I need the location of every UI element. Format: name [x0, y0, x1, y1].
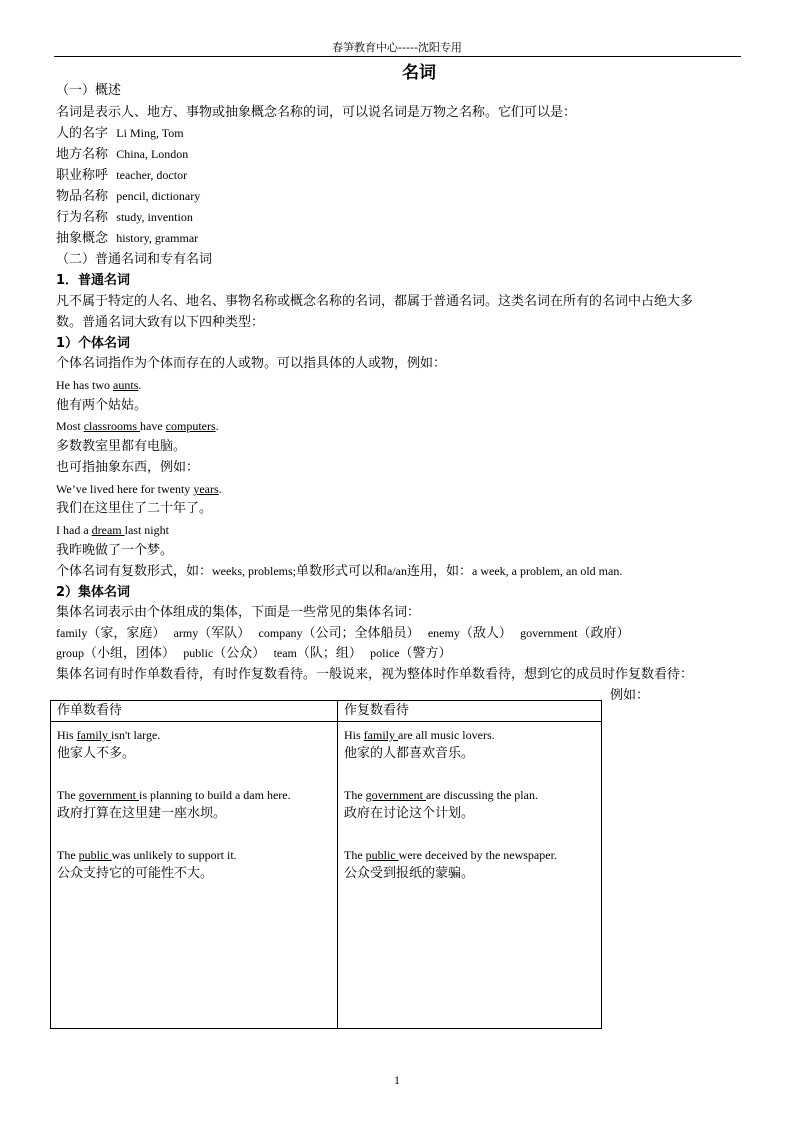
table-example [57, 787, 331, 823]
example-text: are all music lovers. [398, 728, 495, 742]
underlined-noun: classrooms [83, 419, 141, 433]
english-example [344, 727, 595, 744]
table-header-plural: 作复数看待 [338, 701, 602, 722]
paragraph-line: 数。普通名词大致有以下四种类型： [56, 315, 265, 330]
text-run: a/an [387, 564, 408, 578]
underlined-noun: years [193, 482, 219, 496]
example-text: . [215, 419, 219, 433]
english-example [57, 727, 331, 744]
chinese-translation: 公众支持它的可能性不大。 [57, 866, 214, 881]
example-row-label: 物品名称 [56, 189, 109, 204]
example-row-words: study, invention [116, 210, 193, 224]
list-item-gloss: （公众） [213, 646, 266, 661]
list-item-gloss: （公司；全体船员） [302, 626, 420, 641]
paragraph-line-plural [56, 563, 622, 580]
underlined-noun: aunts [113, 378, 139, 392]
example-text: are discussing the plan. [425, 788, 538, 802]
header-rule [54, 56, 741, 57]
underlined-noun: government [78, 788, 139, 802]
english-example [56, 418, 219, 435]
text-run: 单数形式可以和 [296, 564, 388, 579]
text-run: weeks, problems; [212, 564, 296, 578]
paragraph-line: 例如： [610, 688, 650, 703]
text-run: a week, a problem, an old man. [472, 564, 623, 578]
underlined-noun: computers [165, 419, 216, 433]
chinese-translation: 我们在这里住了二十年了。 [56, 501, 213, 516]
list-item-word: company [258, 626, 303, 640]
list-item-word: army [173, 626, 199, 640]
table-header-singular: 作单数看待 [51, 701, 338, 722]
singular-column [51, 722, 338, 1029]
example-row [56, 167, 187, 184]
example-text: His [57, 728, 77, 742]
example-row-words: history, grammar [116, 231, 199, 245]
plural-column [338, 722, 602, 1029]
list-item-gloss: （敌人） [459, 626, 512, 641]
chinese-translation: 公众受到报纸的蒙骗。 [344, 866, 475, 881]
collective-noun-list [56, 645, 452, 662]
page-header: 春笋教育中心-----沈阳专用 [332, 41, 462, 54]
list-item-gloss: （政府） [577, 626, 630, 641]
paragraph-line: 凡不属于特定的人名、地名、事物名称或概念名称的名词，都属于普通名词。这类名词在所有的名词中占绝大多 [56, 294, 694, 309]
list-item-word: police [370, 646, 400, 660]
chinese-translation: 政府在讨论这个计划。 [344, 806, 475, 821]
underlined-noun: family [76, 728, 111, 742]
collective-noun-list [56, 625, 629, 642]
example-text: isn't large. [111, 728, 161, 742]
example-text: . [138, 378, 142, 392]
underlined-noun: dream [91, 523, 125, 537]
example-row-label: 地方名称 [56, 147, 109, 162]
example-row [56, 188, 200, 205]
example-row-words: teacher, doctor [116, 168, 188, 182]
table-example [344, 727, 595, 763]
english-example [56, 522, 169, 539]
example-text: I had a [56, 523, 92, 537]
list-item-gloss: （家，家庭） [87, 626, 166, 641]
chinese-translation: 多数教室里都有电脑。 [56, 439, 187, 454]
english-example [344, 847, 595, 864]
example-row [56, 230, 198, 247]
example-row-label: 行为名称 [56, 210, 109, 225]
subheading-collective-nouns: 2）集体名词 [56, 585, 131, 600]
example-text: His [344, 728, 364, 742]
example-text: The [344, 848, 366, 862]
list-item-gloss: （军队） [198, 626, 251, 641]
paragraph-line: 集体名词有时作单数看待，有时作复数看待。一般说来，视为整体时作单数看待，想到它的成员时作复数看待： [56, 667, 694, 682]
example-text: is planning to build a dam here. [138, 788, 291, 802]
table-example [57, 727, 331, 763]
underlined-noun: public [365, 848, 399, 862]
english-example [57, 787, 331, 804]
example-text: have [140, 419, 166, 433]
page-number: 1 [394, 1073, 400, 1087]
subheading-individual-nouns: 1）个体名词 [56, 336, 131, 351]
table-example [344, 847, 595, 883]
english-example [56, 481, 222, 498]
chinese-translation: 我昨晚做了一个梦。 [56, 543, 174, 558]
example-row-label: 职业称呼 [56, 168, 109, 183]
text-run: 个体名词有复数形式，如： [56, 564, 213, 579]
list-item-word: enemy [427, 626, 460, 640]
example-row [56, 125, 184, 142]
chinese-translation: 他家人不多。 [57, 746, 136, 761]
paragraph-line: 集体名词表示由个体组成的集体，下面是一些常见的集体名词： [56, 605, 421, 620]
chinese-translation: 他家的人都喜欢音乐。 [344, 746, 475, 761]
list-item-gloss: （队；组） [296, 646, 362, 661]
list-item-word: government [520, 626, 578, 640]
english-example [56, 377, 141, 394]
chinese-translation: 政府打算在这里建一座水坝。 [57, 806, 227, 821]
example-text: He has two [56, 378, 113, 392]
list-item-gloss: （小组，团体） [84, 646, 176, 661]
paragraph-line: 也可指抽象东西，例如： [56, 460, 200, 475]
example-text: The [344, 788, 366, 802]
table-example [57, 847, 331, 883]
example-text: . [218, 482, 222, 496]
example-row-words: pencil, dictionary [116, 189, 201, 203]
underlined-noun: family [363, 728, 398, 742]
underlined-noun: public [78, 848, 112, 862]
paragraph-line: 个体名词指作为个体而存在的人或物。可以指具体的人或物，例如： [56, 356, 447, 371]
example-row [56, 209, 193, 226]
list-item-word: family [56, 626, 88, 640]
example-text: The [57, 788, 79, 802]
subheading-common-nouns: 1．普通名词 [56, 273, 131, 288]
text-run: 连用，如： [407, 564, 473, 579]
example-text: Most [56, 419, 84, 433]
section-heading-common-proper: （二）普通名词和专有名词 [56, 252, 213, 267]
example-row-label: 人的名字 [56, 126, 109, 141]
list-item-word: public [183, 646, 214, 660]
chinese-translation: 他有两个姑姑。 [56, 398, 148, 413]
example-row-label: 抽象概念 [56, 231, 109, 246]
example-row-words: China, London [116, 147, 189, 161]
english-example [57, 847, 331, 864]
list-item-gloss: （警方） [399, 646, 452, 661]
overview-intro: 名词是表示人、地方、事物或抽象概念名称的词，可以说名词是万物之名称。它们可以是： [56, 105, 577, 120]
list-item-word: group [56, 646, 84, 660]
underlined-noun: government [365, 788, 426, 802]
page-title: 名词 [402, 63, 436, 83]
english-example [344, 787, 595, 804]
example-text: last night [124, 523, 169, 537]
table-example [344, 787, 595, 823]
example-text: were deceived by the newspaper. [398, 848, 557, 862]
example-text: was unlikely to support it. [111, 848, 237, 862]
example-row-words: Li Ming, Tom [116, 126, 184, 140]
example-row [56, 146, 188, 163]
singular-plural-table [50, 700, 602, 1029]
example-text: We’ve lived here for twenty [56, 482, 194, 496]
list-item-word: team [273, 646, 297, 660]
section-heading-overview: （一）概述 [56, 83, 122, 98]
example-text: The [57, 848, 79, 862]
